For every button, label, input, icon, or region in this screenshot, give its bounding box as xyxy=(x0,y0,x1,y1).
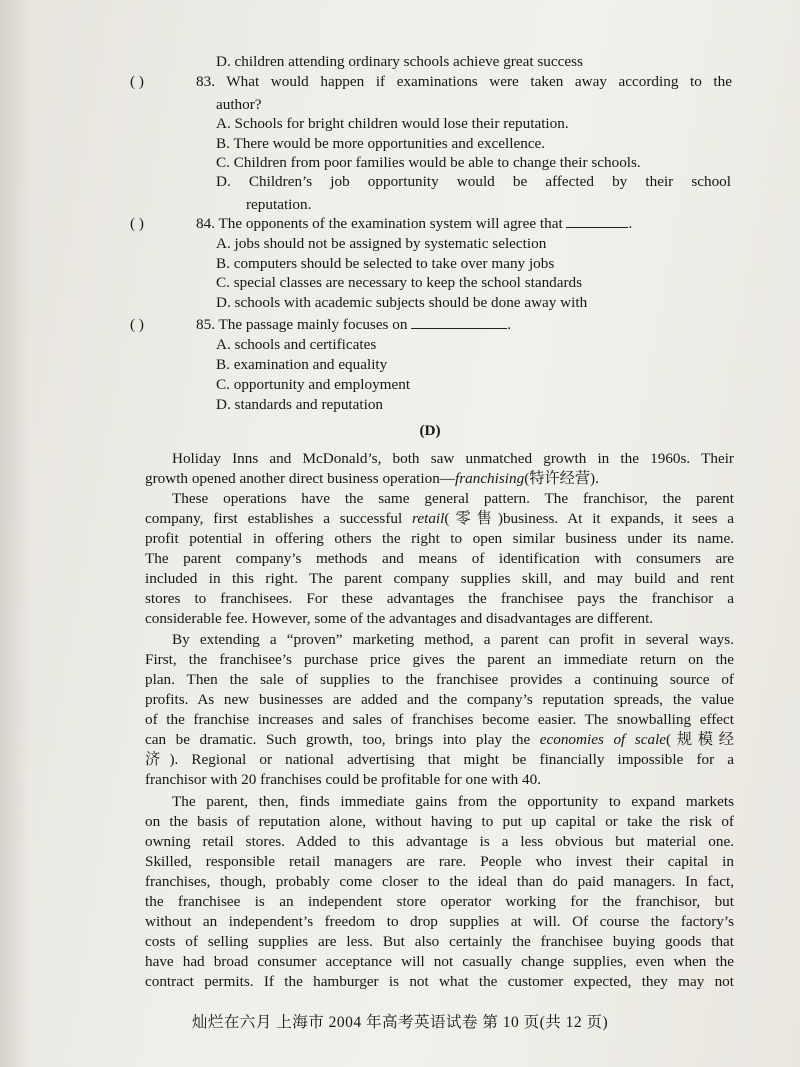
q83-stem: 83. What would happen if examinations were taken away according to the xyxy=(196,73,732,90)
passage-p2-line-7: considerable fee. However, some of the advantages and disadvantages are different. xyxy=(145,610,654,627)
q85-stem-end: . xyxy=(507,316,512,333)
q82-option-d: D. children attending ordinary schools achieve great success xyxy=(216,53,583,70)
passage-p3-line-5: of the franchise increases and sales of franchises become easier. The snowballing effect xyxy=(145,711,734,728)
q85-option-d: D. standards and reputation xyxy=(216,396,384,413)
q83-option-c: C. Children from poor families would be able to change their schools. xyxy=(216,154,641,171)
passage-p4-line-2: on the basis of reputation alone, without having to put up capital or take the risk of xyxy=(145,813,734,830)
passage-p4-line-5: franchises, though, probably come closer to the ideal than do paid managers. In fact, xyxy=(145,873,734,890)
term-retail: retail xyxy=(412,510,445,527)
q83-option-d: D. Children’s job opportunity would be affected by their school xyxy=(216,173,731,190)
passage-p4-line-3: owning retail stores. Added to this advantage is a less obvious but material one. xyxy=(145,833,734,850)
q85-blank xyxy=(411,316,507,329)
passage-text: company, first establishes a successful xyxy=(145,510,413,527)
q83-option-a: A. Schools for bright children would lose their reputation. xyxy=(216,115,569,132)
passage-p4-line-6: the franchisee is an independent store operator working for the franchisor, but xyxy=(145,893,734,910)
passage-p3-line-4: profits. As new businesses are added and the company’s reputation spreads, the value xyxy=(145,691,734,708)
passage-p2-line-1: These operations have the same general pattern. The franchisor, the parent xyxy=(172,490,734,507)
passage-p3-line-6 xyxy=(145,730,734,749)
passage-p3-line-2: First, the franchisee’s purchase price gives the parent an immediate return on the xyxy=(145,651,734,668)
q84-option-b: B. computers should be selected to take over many jobs xyxy=(216,255,555,272)
q84-blank xyxy=(566,215,628,228)
q84-option-a: A. jobs should not be assigned by systematic selection xyxy=(216,235,547,252)
passage-p3-line-7: 济). Regional or national advertising that might be financially impossible for a xyxy=(145,751,734,768)
passage-p2-line-4: The parent company’s methods and means of identification with consumers are xyxy=(145,550,734,567)
passage-p2-line-3: profit potential in offering others the right to open similar business under its name. xyxy=(145,530,734,547)
q84-answer-paren[interactable]: ( ) xyxy=(130,215,144,232)
passage-text: (特许经营). xyxy=(524,470,599,487)
page-footer: 灿烂在六月 上海市 2004 年高考英语试卷 第 10 页(共 12 页) xyxy=(191,1014,609,1031)
passage-p4-line-8: costs of selling supplies are less. But also certainly the franchisee buying goods that xyxy=(145,933,734,950)
passage-p4-line-1: The parent, then, finds immediate gains from the opportunity to expand markets xyxy=(172,793,734,810)
q83-stem-cont: author? xyxy=(216,96,262,113)
passage-p2-line-6: stores to franchisees. For these advantages the franchisee pays the franchisor a xyxy=(145,590,734,607)
passage-p3-line-3: plan. Then the sale of supplies to the franchisee provides a continuing source of xyxy=(145,671,734,688)
q85-option-b: B. examination and equality xyxy=(216,356,388,373)
q84-stem xyxy=(196,214,632,233)
page-shadow xyxy=(0,0,30,1067)
passage-text: (规模经 xyxy=(666,731,734,748)
passage-p4-line-4: Skilled, responsible retail managers are rare. People who invest their capital in xyxy=(145,853,734,870)
q83-option-b: B. There would be more opportunities and excellence. xyxy=(216,135,546,152)
passage-text: can be dramatic. Such growth, too, brings into play the xyxy=(145,731,540,748)
passage-p1-line-2 xyxy=(145,469,599,488)
passage-p2-line-2 xyxy=(145,509,734,528)
passage-p1-line-1: Holiday Inns and McDonald’s, both saw unmatched growth in the 1960s. Their xyxy=(172,450,734,467)
term-franchising: franchising xyxy=(455,470,525,487)
q85-stem-text: 85. The passage mainly focuses on xyxy=(196,316,408,333)
passage-text: growth opened another direct business operation— xyxy=(145,470,455,487)
q84-stem-text: 84. The opponents of the examination system will agree that xyxy=(196,215,563,232)
q84-option-d: D. schools with academic subjects should be done away with xyxy=(216,294,588,311)
q85-option-a: A. schools and certificates xyxy=(216,336,377,353)
q85-option-c: C. opportunity and employment xyxy=(216,376,411,393)
passage-p4-line-10: contract permits. If the hamburger is not what the customer expected, they may not xyxy=(145,973,734,990)
section-heading: (D) xyxy=(419,422,441,439)
q83-option-d-cont: reputation. xyxy=(246,196,312,213)
passage-text: (零售)business. At it expands, it sees a xyxy=(444,510,734,527)
q84-option-c: C. special classes are necessary to keep the school standards xyxy=(216,274,583,291)
q83-answer-paren[interactable]: ( ) xyxy=(130,73,144,90)
passage-p4-line-9: have had broad consumer acceptance will not casually change supplies, even when the xyxy=(145,953,734,970)
passage-p2-line-5: included in this right. The parent company supplies skill, and may build and rent xyxy=(145,570,734,587)
q85-answer-paren[interactable]: ( ) xyxy=(130,316,144,333)
passage-p4-line-7: without an independent’s freedom to drop supplies at will. Of course the factory’s xyxy=(145,913,734,930)
passage-p3-line-1: By extending a “proven” marketing method, a parent can profit in several ways. xyxy=(172,631,734,648)
q85-stem xyxy=(196,315,511,334)
term-economies-of-scale: economies of scale xyxy=(539,731,667,748)
passage-p3-line-8: franchisor with 20 franchises could be profitable for one with 40. xyxy=(145,771,542,788)
q84-stem-end: . xyxy=(628,215,633,232)
